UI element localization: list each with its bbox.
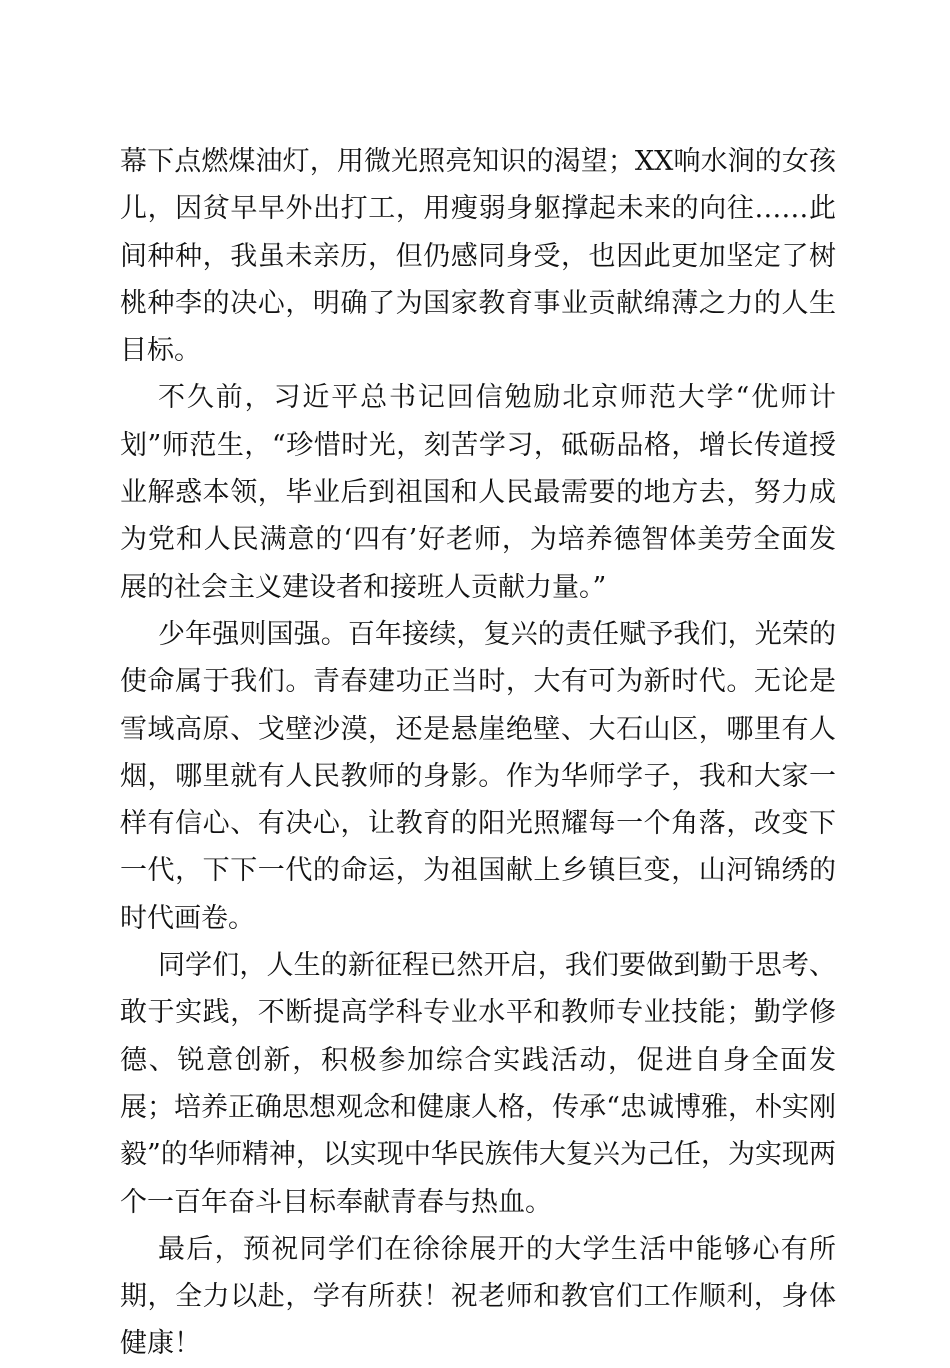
paragraph-continued: 幕下点燃煤油灯，用微光照亮知识的渴望；XX响水涧的女孩儿，因贫早早外出打工，用瘦弱身躯撑起未来的向往……此间种种，我虽未亲历，但仍感同身受，也因此更加坚定了树桃种李的决心，明确了为国家教育事业贡献绵薄之力的人生目标。 (120, 146, 836, 367)
paragraph-letter-quote: 不久前，习近平总书记回信勉励北京师范大学“优师计划”师范生，“珍惜时光，刻苦学习，砥砺品格，增长传道授业解惑本领，毕业后到祖国和人民最需要的地方去，努力成为党和人民满意的‘四有’好老师，为培养德智体美劳全面发展的社会主义建设者和接班人贡献力量。” (120, 382, 836, 603)
paragraph-new-journey: 同学们，人生的新征程已然开启，我们要做到勤于思考、敢于实践，不断提高学科专业水平和教师专业技能；勤学修德、锐意创新，积极参加综合实践活动，促进自身全面发展；培养正确思想观念和健康人格，传承“忠诚博雅，朴实刚毅”的华师精神，以实现中华民族伟大复兴为己任，为实现两个一百年奋斗目标奉献青春与热血。 (120, 950, 836, 1218)
paragraph-youth-mission: 少年强则国强。百年接续，复兴的责任赋予我们，光荣的使命属于我们。青春建功正当时，大有可为新时代。无论是雪域高原、戈壁沙漠，还是悬崖绝壁、大石山区，哪里有人烟，哪里就有人民教师的身影。作为华师学子，我和大家一样有信心、有决心，让教育的阳光照耀每一个角落，改变下一代，下下一代的命运，为祖国献上乡镇巨变，山河锦绣的时代画卷。 (120, 618, 836, 934)
document-body (120, 138, 836, 1368)
paragraph-closing-wishes: 最后，预祝同学们在徐徐展开的大学生活中能够心有所期，全力以赴，学有所获！祝老师和教官们工作顺利，身体健康！ (120, 1233, 836, 1360)
